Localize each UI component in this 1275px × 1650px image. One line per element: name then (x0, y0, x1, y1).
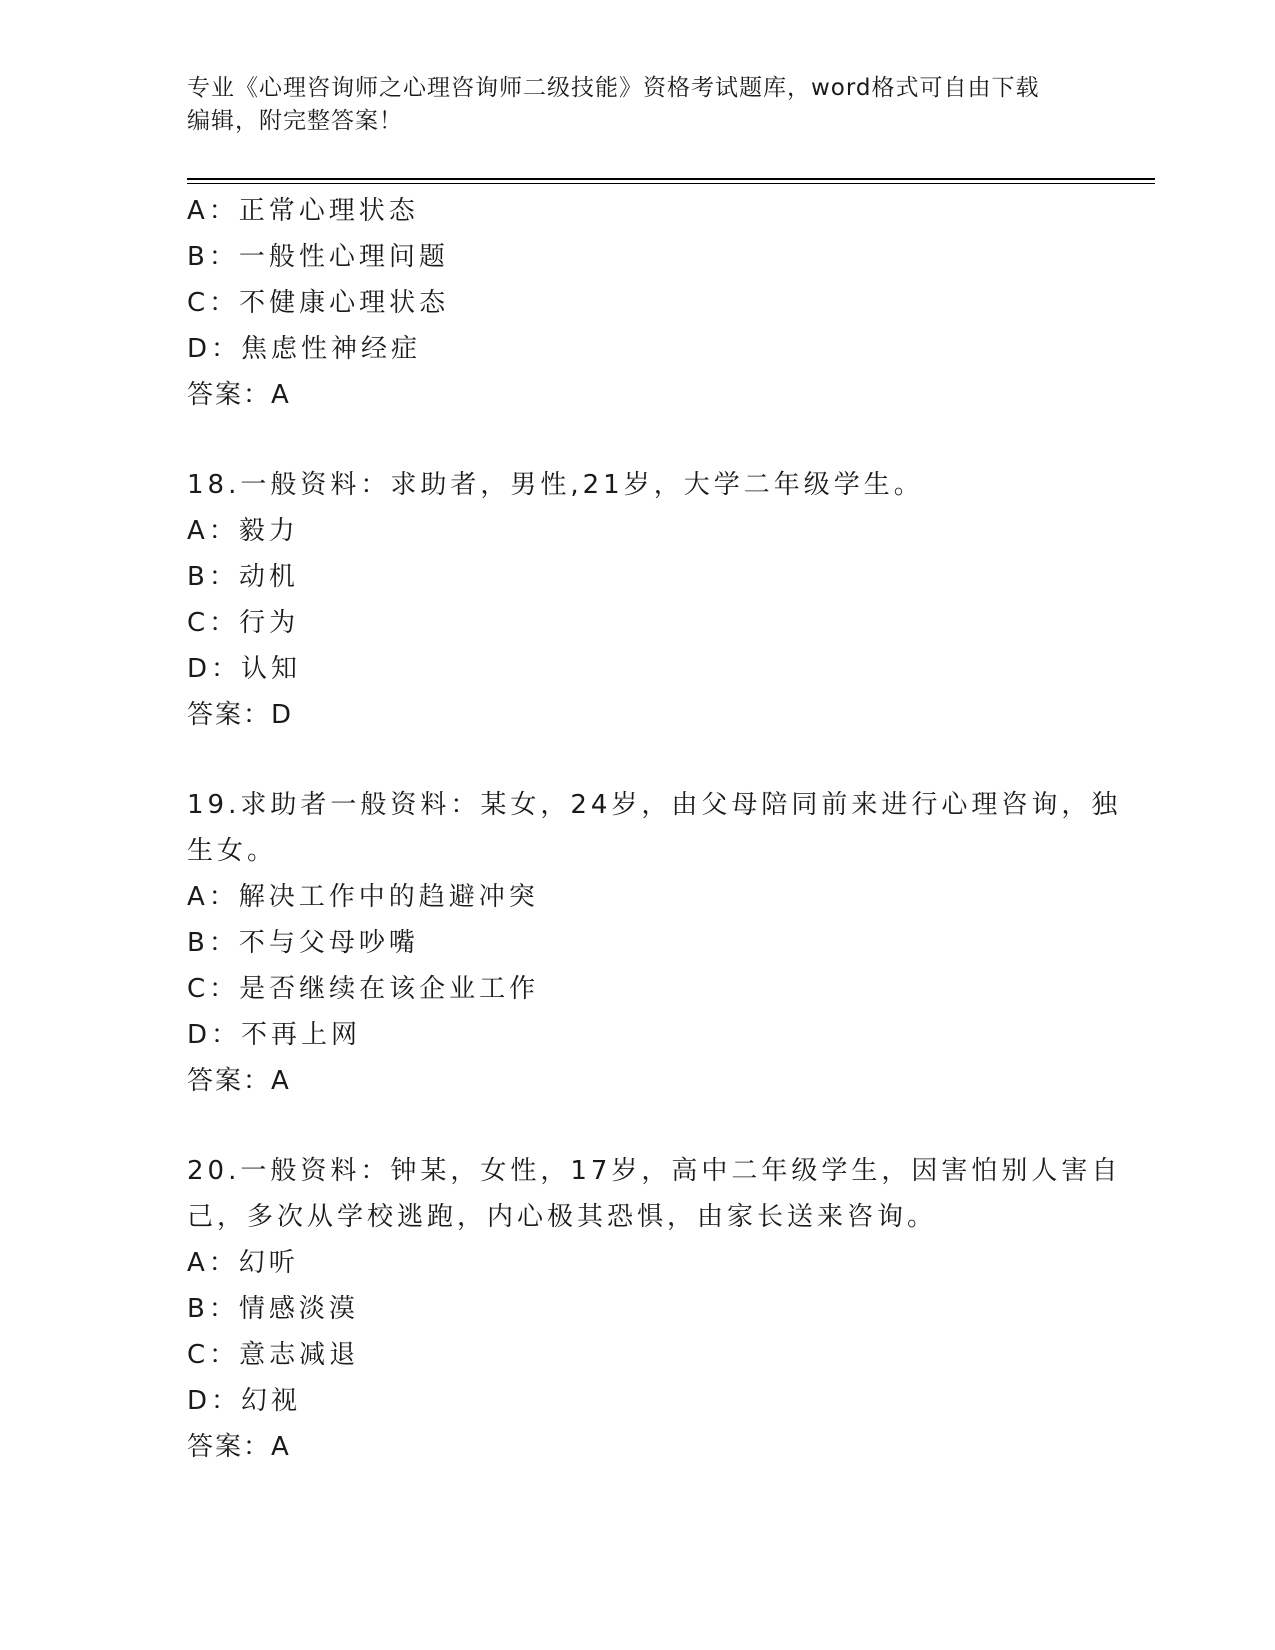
header-divider-thick (187, 178, 1155, 180)
header-divider-thin (187, 183, 1155, 184)
option-b: B：不与父母吵嘴 (187, 928, 419, 958)
answer-line: 答案：A (187, 1432, 291, 1462)
question-list (187, 188, 1122, 1470)
document-header (187, 72, 1067, 138)
question-17 (187, 188, 1087, 418)
question-19 (187, 782, 1122, 1104)
option-a: A：幻听 (187, 1248, 299, 1278)
question-20 (187, 1148, 1122, 1470)
option-d: D：不再上网 (187, 1020, 362, 1050)
question-stem-line-1: 20.一般资料：钟某，女性，17岁，高中二年级学生，因害怕别人害自 (187, 1156, 1122, 1186)
answer-line: 答案：A (187, 380, 291, 410)
option-d: D：焦虑性神经症 (187, 334, 422, 364)
option-c: C：是否继续在该企业工作 (187, 974, 540, 1004)
answer-line: 答案：D (187, 700, 294, 730)
question-stem-line-2: 己，多次从学校逃跑，内心极其恐惧，由家长送来咨询。 (187, 1202, 938, 1232)
option-b: B：一般性心理问题 (187, 242, 449, 272)
question-18 (187, 462, 1087, 738)
option-c: C：意志减退 (187, 1340, 360, 1370)
option-c: C：行为 (187, 608, 300, 638)
answer-line: 答案：A (187, 1066, 291, 1096)
question-stem: 18.一般资料：求助者，男性,21岁，大学二年级学生。 (187, 470, 924, 500)
option-d: D：认知 (187, 654, 302, 684)
option-b: B：情感淡漠 (187, 1294, 359, 1324)
option-a: A：正常心理状态 (187, 196, 419, 226)
question-stem-line-1: 19.求助者一般资料：某女，24岁，由父母陪同前来进行心理咨询，独 (187, 790, 1122, 820)
question-stem-line-2: 生女。 (187, 836, 278, 866)
option-b: B：动机 (187, 562, 299, 592)
header-line-2: 编辑，附完整答案！ (187, 108, 403, 134)
option-c: C：不健康心理状态 (187, 288, 450, 318)
option-d: D：幻视 (187, 1386, 302, 1416)
header-line-1: 专业《心理咨询师之心理咨询师二级技能》资格考试题库，word格式可自由下载 (187, 75, 1040, 101)
option-a: A：解决工作中的趋避冲突 (187, 882, 539, 912)
option-a: A：毅力 (187, 516, 299, 546)
